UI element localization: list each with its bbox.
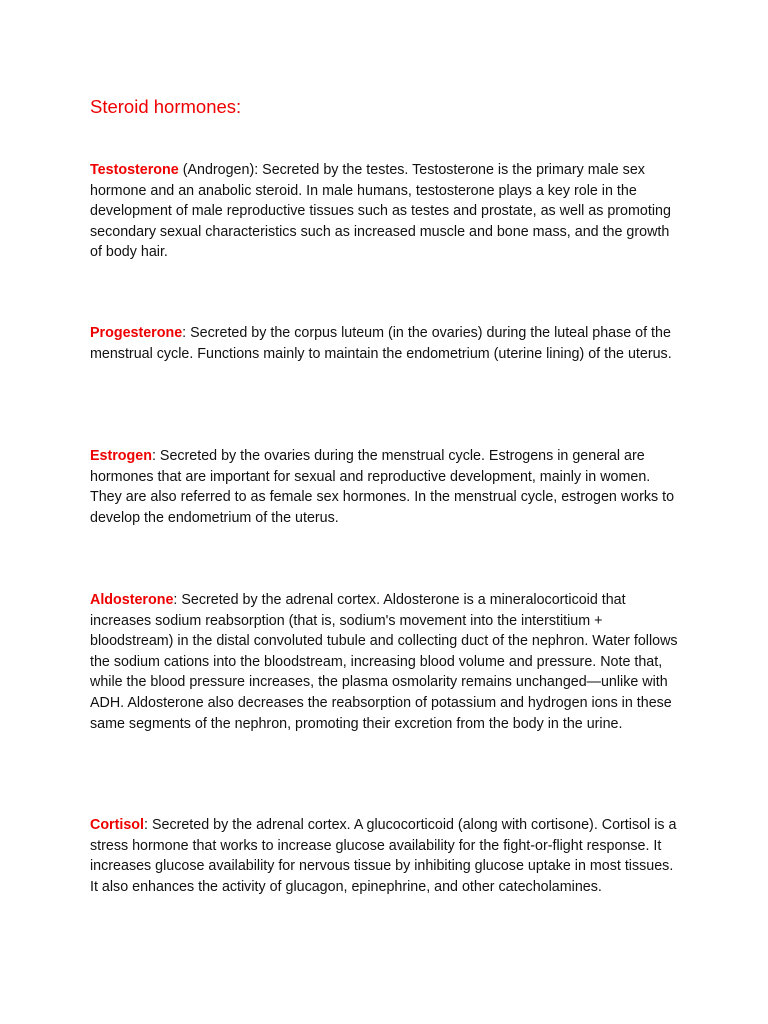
description-estrogen: : Secreted by the ovaries during the menstrual cycle. Estrogens in general are hormones that are important for sexual and reproductive development, mainly in women. They are also referred to as female sex hormones. In the menstrual cycle, estrogen works to develop the endometrium of the uterus.	[90, 448, 675, 526]
paragraph-testosterone	[90, 160, 682, 263]
paragraph-progesterone	[90, 323, 682, 364]
term-aldosterone: Aldosterone	[90, 592, 174, 608]
paragraph-aldosterone	[90, 590, 682, 734]
page-title: Steroid hormones:	[90, 96, 242, 117]
description-aldosterone: : Secreted by the adrenal cortex. Aldosterone is a mineralocorticoid that increases sodium reabsorption (that is, sodium's movement into the interstitium + bloodstream) in the distal convoluted tubule and collecting duct of the nephron. Water follows the sodium cations into the bloodstream, increasing blood volume and pressure. Note that, while the blood pressure increases, the plasma osmolarity remains unchanged—unlike with ADH. Aldosterone also decreases the reabsorption of potassium and hydrogen ions in these same segments of the nephron, promoting their excretion from the body in the urine.	[90, 592, 678, 732]
term-progesterone: Progesterone	[90, 325, 183, 341]
description-cortisol: : Secreted by the adrenal cortex. A glucocorticoid (along with cortisone). Cortisol is a stress hormone that works to increase glucose availability for the fight-or-flight response. It increases glucose availability for nervous tissue by inhibiting glucose uptake in most tissues. It also enhances the activity of glucagon, epinephrine, and other catecholamines.	[90, 817, 677, 895]
paragraph-cortisol	[90, 815, 682, 897]
term-estrogen: Estrogen	[90, 448, 152, 464]
description-progesterone: : Secreted by the corpus luteum (in the ovaries) during the luteal phase of the menstrual cycle. Functions mainly to maintain the endometrium (uterine lining) of the uterus.	[90, 325, 672, 362]
term-testosterone: Testosterone	[90, 162, 179, 178]
term-cortisol: Cortisol	[90, 817, 145, 833]
description-testosterone: (Androgen): Secreted by the testes. Testosterone is the primary male sex hormone and an anabolic steroid. In male humans, testosterone plays a key role in the development of male reproductive tissues such as testes and prostate, as well as promoting secondary sexual characteristics such as increased muscle and bone mass, and the growth of body hair.	[90, 162, 671, 261]
paragraph-estrogen	[90, 446, 682, 528]
